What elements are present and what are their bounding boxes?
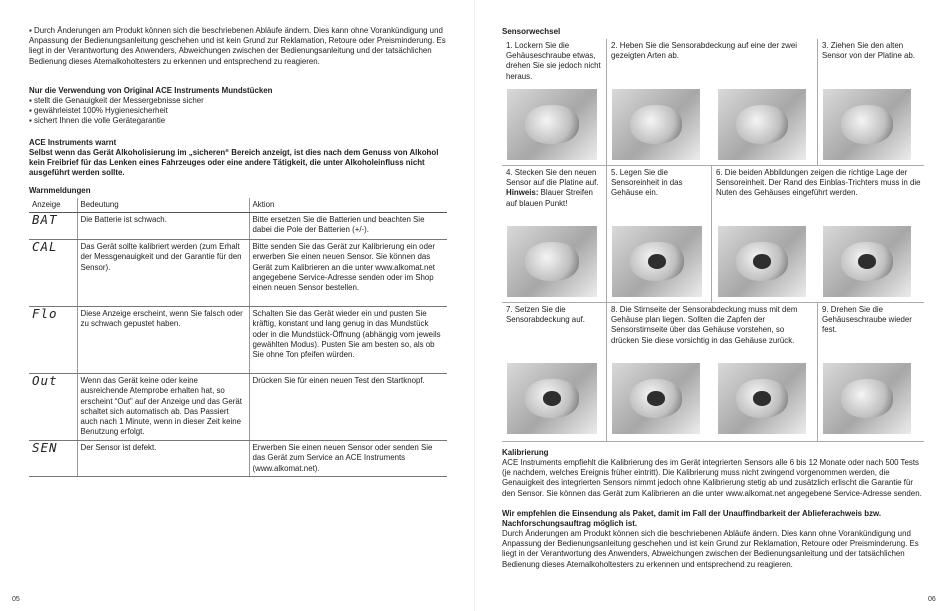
step-6-photo-b xyxy=(823,226,911,297)
step-7 xyxy=(506,305,601,325)
lcd-display-code: SEN xyxy=(29,441,77,477)
grid-divider xyxy=(817,39,818,165)
mouthpieces-heading: Nur die Verwendung von Original ACE Instruments Mundstücken xyxy=(29,86,273,95)
device-illustration xyxy=(841,379,894,419)
step-2 xyxy=(611,41,811,61)
sensor-opening xyxy=(543,391,561,405)
table-row xyxy=(29,307,447,374)
calibration-note: Wir empfehlen die Einsendung als Paket, damit im Fall der Unauffindbarkeit der Ablieferachweis bzw. Nachforschungsauftrag möglich ist. xyxy=(502,509,882,529)
table-row xyxy=(29,213,447,240)
column-header: Aktion xyxy=(249,198,447,213)
step-8-photo-b xyxy=(718,363,806,434)
grid-divider xyxy=(502,441,924,442)
table-cell-action: Bitte ersetzen Sie die Batterien und beachten Sie dabei die Pole der Batterien (+/-). xyxy=(249,213,447,240)
grid-divider xyxy=(606,302,607,441)
grid-divider xyxy=(502,165,924,166)
step-3 xyxy=(822,41,922,61)
device-illustration xyxy=(525,105,579,145)
list-item: ▪ sichert Ihnen die volle Gerätegarantie xyxy=(29,116,447,126)
intro-text: ▪ Durch Änderungen am Produkt können sich die beschriebenen Abläufe ändern. Dies kann ohne Vorankündigung und Anpassung der Bedienungsanleitung geschehen und ist kein Grund zur Reklamation, Retoure oder Preisminderung. Es liegt in der Verantwortung des Anwenders, Abweichungen zwischen der Bedienungsanleitung und der tatsächlichen Bedienung dieses Atemalkoholtesters zu erkennen und entsprechend zu reagieren. xyxy=(29,26,447,67)
device-illustration xyxy=(525,242,579,282)
step-text: 1. Lockern Sie die Gehäuseschraube etwas, drehen Sie sie jedoch nicht heraus. xyxy=(506,41,601,81)
device-illustration xyxy=(841,105,894,145)
section-title: Sensorwechsel xyxy=(502,27,561,36)
calibration-text: ACE Instruments empfiehlt die Kalibrierung des im Gerät integrierten Sensors alle 6 bis 12 Monate oder nach 500 Tests (je nachdem, welches Ereignis früher eintritt). Die Kalibrierung muss nicht zwingend vorgenommen werden, die Genauigkeit des integrierten Sensors nimmt jedoch ohne Kalibrierung stetig ab und zusätzlich erlischt die Garantie für den Sensor. Sie können das Gerät zum Kalibrieren an die unter www.alkomat.net angegebene Service-Adresse senden. xyxy=(502,458,922,498)
table-row xyxy=(29,374,447,441)
step-6-photo-a xyxy=(718,226,806,297)
sensor-opening xyxy=(858,254,876,268)
step-4 xyxy=(506,168,601,209)
device-illustration xyxy=(630,105,683,145)
step-2-photo-b xyxy=(718,89,806,160)
sensor-opening xyxy=(647,391,665,405)
step-text: 2. Heben Sie die Sensorabdeckung auf eine der zwei gezeigten Arten ab. xyxy=(611,41,797,61)
table-cell-action: Drücken Sie für einen neuen Test den Startknopf. xyxy=(249,374,447,441)
step-text: 9. Drehen Sie die Gehäuseschraube wieder fest. xyxy=(822,305,912,335)
step-1-photo xyxy=(507,89,597,160)
intro-paragraph xyxy=(29,26,447,67)
lcd-display-code: Flo xyxy=(29,307,77,374)
list-item: ▪ gewährleistet 100% Hygienesicherheit xyxy=(29,106,447,116)
calibration-heading: Kalibrierung xyxy=(502,448,549,457)
warning-heading: ACE Instruments warnt xyxy=(29,138,117,147)
step-5-photo xyxy=(612,226,702,297)
table-cell-action: Bitte senden Sie das Gerät zur Kalibrierung ein oder erwerben Sie einen neuen Sensor. Sie können das Gerät zum Kalibrieren an die unter www.alkomat.net angegebene Service-Adresse senden oder im Shop einen neuen Sensor bestellen. xyxy=(249,240,447,307)
hint-text: Blauer Streifen auf blauen Punkt! xyxy=(506,188,593,208)
step-8-photo-a xyxy=(612,363,700,434)
outro-paragraph: Durch Änderungen am Produkt können sich die beschriebenen Abläufe ändern. Dies kann ohne Vorankündigung und Anpassung der Bedienungsanleitung geschehen und ist kein Grund zur Reklamation, Retoure oder Preisminderung. Es liegt in der Verantwortung des Anwenders, Abweichungen zwischen der Bedienungsanleitung und der tatsächlichen Bedienung dieses Atemalkoholtesters zu erkennen und entsprechend zu reagieren. xyxy=(502,529,919,569)
step-hint xyxy=(506,188,601,208)
lcd-display-code: Out xyxy=(29,374,77,441)
device-illustration xyxy=(736,105,789,145)
step-text: 8. Die Stirnseite der Sensorabdeckung muss mit dem Gehäuse plan liegen. Sollten die Zapfen der Sensorstirnseite über das Gehäuse vorstehen, so drücken Sie diese vorsichtig in das Gehäuse zurück. xyxy=(611,305,798,345)
step-text: 3. Ziehen Sie den alten Sensor von der Platine ab. xyxy=(822,41,915,61)
step-text: 4. Stecken Sie den neuen Sensor auf die Platine auf. xyxy=(506,168,599,188)
table-cell-meaning: Die Batterie ist schwach. xyxy=(77,213,249,240)
warnings-heading: Warnmeldungen xyxy=(29,186,91,195)
page-number: 06 xyxy=(928,596,936,603)
column-header: Anzeige xyxy=(29,198,77,213)
step-9 xyxy=(822,305,922,336)
column-header: Bedeutung xyxy=(77,198,249,213)
step-5 xyxy=(611,168,707,199)
grid-divider xyxy=(817,302,818,441)
table-header-row xyxy=(29,198,447,213)
sensor-opening xyxy=(753,391,771,405)
table-cell-meaning: Wenn das Gerät keine oder keine ausreichende Atemprobe erhalten hat, so erscheint “Out” auf der Anzeige und das Gerät schaltet sich automatisch ab. Das Passiert auch nach 1 Minute, wenn in dieser Zeit keine Benutzung erfolgt. xyxy=(77,374,249,441)
step-2-photo-a xyxy=(612,89,700,160)
page-number: 05 xyxy=(12,596,20,603)
sensor-opening xyxy=(648,254,666,268)
grid-divider xyxy=(606,39,607,165)
mouthpieces-list xyxy=(29,96,447,127)
grid-divider xyxy=(502,302,924,303)
step-text: 7. Setzen Sie die Sensorabdeckung auf. xyxy=(506,305,585,325)
step-6 xyxy=(716,168,922,199)
step-1 xyxy=(506,41,601,82)
warnings-table xyxy=(29,198,447,477)
list-item: ▪ stellt die Genauigkeit der Messergebnisse sicher xyxy=(29,96,447,106)
lcd-display-code: CAL xyxy=(29,240,77,307)
step-text: 6. Die beiden Abbildungen zeigen die richtige Lage der Sensoreinheit. Der Rand des Einblas-Trichters muss in die Nuten des Gehäuses eingeführt werden. xyxy=(716,168,921,198)
table-cell-meaning: Der Sensor ist defekt. xyxy=(77,441,249,477)
step-4-photo xyxy=(507,226,597,297)
warning-text: Selbst wenn das Gerät Alkoholisierung im „sicheren“ Bereich anzeigt, ist dies nach dem Genuss von Alkohol kein Freibrief für das Lenken eines Fahrzeuges oder eine andere Tätigkeit, die unter Alkoholeinfluss nicht ausgeführt werden sollte. xyxy=(29,148,439,178)
page-right xyxy=(475,0,950,611)
table-cell-action: Schalten Sie das Gerät wieder ein und pusten Sie kräftig, konstant und lang genug in das Mundstück oder in die Mundstück-Öffnung (abhängig vom jeweils gewählten Modus). Pusten Sie am besten so, als ob Sie ohne Ton pfeifen würden. xyxy=(249,307,447,374)
sensor-opening xyxy=(753,254,771,268)
step-9-photo xyxy=(823,363,911,434)
step-text: 5. Legen Sie die Sensoreinheit in das Gehäuse ein. xyxy=(611,168,683,198)
table-row xyxy=(29,441,447,477)
hint-label: Hinweis: xyxy=(506,188,539,198)
table-cell-meaning: Diese Anzeige erscheint, wenn Sie falsch oder zu schwach gepustet haben. xyxy=(77,307,249,374)
table-cell-meaning: Das Gerät sollte kalibriert werden (zum Erhalt der Messgenauigkeit und der Garantie für den Sensor). xyxy=(77,240,249,307)
lcd-display-code: BAT xyxy=(29,213,77,240)
table-cell-action: Erwerben Sie einen neuen Sensor oder senden Sie das Gerät zum Service an ACE Instruments (www.alkomat.net). xyxy=(249,441,447,477)
grid-divider xyxy=(606,165,607,302)
step-7-photo xyxy=(507,363,597,434)
table-row xyxy=(29,240,447,307)
grid-divider xyxy=(711,165,712,302)
step-3-photo xyxy=(823,89,911,160)
step-8 xyxy=(611,305,811,346)
